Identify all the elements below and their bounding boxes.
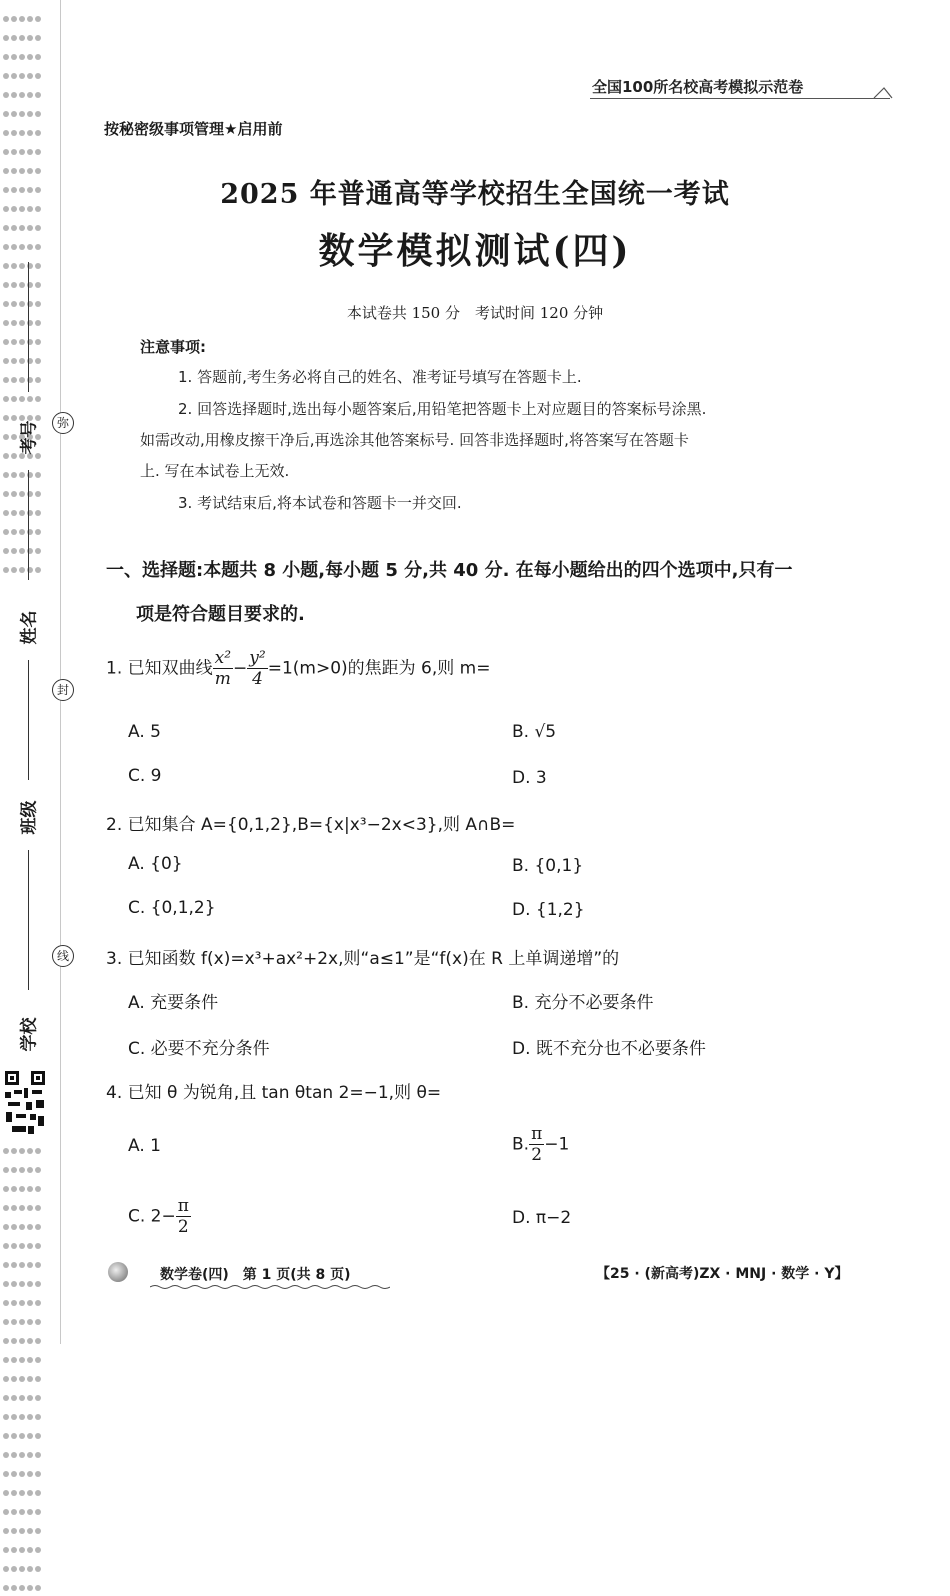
dot [27, 396, 33, 402]
dot [35, 1566, 41, 1572]
question-1-stem [106, 648, 490, 689]
qr-code-icon [4, 1070, 46, 1136]
dot [27, 1490, 33, 1496]
dot [11, 92, 17, 98]
dot [11, 1585, 17, 1591]
dot [3, 1224, 9, 1230]
seal-xian: 线 [52, 945, 74, 967]
dot [11, 1547, 17, 1553]
paper-title: 数学模拟测试(四) [318, 230, 632, 272]
footer-wave-icon [150, 1284, 390, 1290]
dot [3, 111, 9, 117]
dot [27, 1205, 33, 1211]
dot [3, 149, 9, 155]
dot [27, 1376, 33, 1382]
seal-feng: 封 [52, 679, 74, 701]
dot [11, 1490, 17, 1496]
dot [11, 1300, 17, 1306]
dot [11, 1528, 17, 1534]
q3-option-a: A. 充要条件 [128, 993, 219, 1013]
dot [27, 1186, 33, 1192]
dot [3, 1357, 9, 1363]
dot [3, 491, 9, 497]
dot [11, 35, 17, 41]
question-4-stem: 4. 已知 θ 为锐角,且 tan θtan 2=−1,则 θ= [106, 1083, 442, 1103]
dot [3, 1547, 9, 1553]
dot [3, 396, 9, 402]
q4-option-c-fraction [176, 1196, 191, 1237]
q3-option-c: C. 必要不充分条件 [128, 1039, 270, 1059]
dot [35, 529, 41, 535]
q1-frac1-den: m [214, 669, 231, 689]
dot [35, 1414, 41, 1420]
question-2-stem: 2. 已知集合 A={0,1,2},B={x|x³−2x<3},则 A∩B= [106, 815, 516, 835]
q1-option-d: D. 3 [512, 768, 547, 788]
dot [11, 1262, 17, 1268]
dot [19, 54, 25, 60]
dot [35, 1243, 41, 1249]
dot [35, 130, 41, 136]
notice-item-2-line-2: 如需改动,用橡皮擦干净后,再选涂其他答案标号. 回答非选择题时,将答案写在答题卡 [140, 431, 689, 449]
dot [27, 54, 33, 60]
dot [19, 1433, 25, 1439]
dot [27, 1300, 33, 1306]
dot [35, 1281, 41, 1287]
dot [19, 1281, 25, 1287]
dot [11, 282, 17, 288]
dot [19, 1509, 25, 1515]
dot [19, 1547, 25, 1553]
dot [11, 358, 17, 364]
dot [35, 1357, 41, 1363]
dot [11, 491, 17, 497]
q4-b-num: π [531, 1124, 543, 1144]
dot [35, 377, 41, 383]
dot [19, 339, 25, 345]
dot [19, 396, 25, 402]
dot [19, 1186, 25, 1192]
dot [3, 1243, 9, 1249]
dot [3, 358, 9, 364]
q1-suffix: =1(m>0)的焦距为 6,则 m= [267, 658, 491, 679]
dot [19, 282, 25, 288]
dot [27, 1528, 33, 1534]
q1-minus: − [233, 658, 248, 679]
dot [3, 92, 9, 98]
dot [27, 1148, 33, 1154]
dot [35, 339, 41, 345]
dot [3, 510, 9, 516]
dot [3, 1509, 9, 1515]
dot [35, 491, 41, 497]
dot [27, 73, 33, 79]
dot [3, 548, 9, 554]
dot [11, 377, 17, 383]
dot [3, 1566, 9, 1572]
q1-fraction-2 [247, 648, 267, 689]
dot [11, 1471, 17, 1477]
dot [11, 548, 17, 554]
dot [11, 1376, 17, 1382]
dot [3, 472, 9, 478]
dot [19, 358, 25, 364]
notice-item-1: 1. 答题前,考生务必将自己的姓名、准考证号填写在答题卡上. [178, 368, 582, 386]
seal-mi: 弥 [52, 412, 74, 434]
dot [19, 548, 25, 554]
dot [11, 1452, 17, 1458]
dot [19, 472, 25, 478]
dot [11, 130, 17, 136]
dot [27, 1357, 33, 1363]
dot [3, 16, 9, 22]
dot [35, 35, 41, 41]
label-kaohao: 考号 [19, 420, 40, 455]
corner-mark-icon [872, 86, 894, 100]
dot [35, 1376, 41, 1382]
secret-level: 按秘密级事项管理★启用前 [104, 120, 283, 138]
dot [11, 1566, 17, 1572]
q1-fraction-1 [213, 648, 233, 689]
dot [19, 92, 25, 98]
dot [3, 339, 9, 345]
dot [35, 548, 41, 554]
dot [11, 567, 17, 573]
notice-item-2-line-1: 2. 回答选择题时,选出每小题答案后,用铅笔把答题卡上对应题目的答案标号涂黑. [178, 400, 707, 418]
dot [11, 510, 17, 516]
dot [27, 130, 33, 136]
dot [11, 1186, 17, 1192]
dot [3, 453, 9, 459]
dot [3, 1281, 9, 1287]
dot [11, 111, 17, 117]
dot [19, 1205, 25, 1211]
dot [35, 1433, 41, 1439]
dot [27, 1262, 33, 1268]
dot [3, 1319, 9, 1325]
series-rule [590, 98, 890, 99]
dot [11, 1357, 17, 1363]
dot [19, 1414, 25, 1420]
q4-c-num: π [177, 1196, 189, 1216]
dot [11, 339, 17, 345]
dot [3, 282, 9, 288]
dot [19, 1262, 25, 1268]
q4-c-den: 2 [177, 1217, 189, 1237]
footer-code: 【25 · (新高考)ZX · MNJ · 数学 · Y】 [596, 1266, 849, 1282]
dot [19, 1585, 25, 1591]
dot [35, 1338, 41, 1344]
question-3-stem: 3. 已知函数 f(x)=x³+ax²+2x,则“a≤1”是“f(x)在 R 上单调递增”的 [106, 949, 620, 969]
dot [19, 1357, 25, 1363]
dot [35, 282, 41, 288]
dot [3, 35, 9, 41]
dot [27, 1338, 33, 1344]
dot-pattern-top [2, 8, 44, 578]
dot [35, 92, 41, 98]
dot [19, 1319, 25, 1325]
dot [11, 529, 17, 535]
dot [19, 35, 25, 41]
dot [3, 1262, 9, 1268]
dot [3, 73, 9, 79]
dot [27, 1224, 33, 1230]
dot [19, 567, 25, 573]
dot [19, 1243, 25, 1249]
dot [19, 377, 25, 383]
dot [35, 567, 41, 573]
dot [3, 1148, 9, 1154]
kaohao-rule [28, 262, 29, 392]
dot [3, 1471, 9, 1477]
dot [19, 1167, 25, 1173]
dot [19, 16, 25, 22]
dot [3, 54, 9, 60]
notice-item-2-line-3: 上. 写在本试卷上无效. [140, 462, 290, 480]
dot [19, 1338, 25, 1344]
dot [11, 1338, 17, 1344]
dot [19, 111, 25, 117]
exam-info: 本试卷共 150 分 考试时间 120 分钟 [346, 304, 604, 322]
q2-option-c: C. {0,1,2} [128, 898, 216, 918]
dot [3, 1205, 9, 1211]
q4-option-b [512, 1124, 569, 1165]
dot [3, 1433, 9, 1439]
dot [11, 73, 17, 79]
q1-option-b: B. √5 [512, 722, 557, 742]
dot [3, 1167, 9, 1173]
dot [35, 1471, 41, 1477]
section-heading-cont: 项是符合题目要求的. [136, 604, 305, 625]
xingming-rule [28, 470, 29, 580]
dot [35, 1148, 41, 1154]
dot [3, 434, 9, 440]
dot [35, 1186, 41, 1192]
dot [27, 1471, 33, 1477]
dot [27, 92, 33, 98]
footer-page-info: 数学卷(四) 第 1 页(共 8 页) [160, 1267, 351, 1283]
dot [3, 1186, 9, 1192]
dot [11, 396, 17, 402]
dot [27, 1281, 33, 1287]
dot [19, 73, 25, 79]
dot [27, 1167, 33, 1173]
dot [27, 149, 33, 155]
q3-option-d: D. 既不充分也不必要条件 [512, 1039, 706, 1059]
dot [19, 1566, 25, 1572]
q1-option-a: A. 5 [128, 722, 161, 742]
dot [35, 111, 41, 117]
dot [3, 567, 9, 573]
dot [35, 1490, 41, 1496]
q4-option-a: A. 1 [128, 1136, 161, 1156]
dot [27, 1414, 33, 1420]
dot [11, 1395, 17, 1401]
q2-option-b: B. {0,1} [512, 856, 584, 876]
q4-option-b-prefix: B. [512, 1134, 530, 1155]
dot [35, 1452, 41, 1458]
dot [3, 1395, 9, 1401]
dot [19, 510, 25, 516]
dot [3, 1585, 9, 1591]
dot [35, 358, 41, 364]
dot-pattern-bottom [2, 1140, 44, 1596]
dot [35, 1262, 41, 1268]
q1-frac2-num: y² [249, 648, 266, 668]
dot [35, 510, 41, 516]
dot [19, 1376, 25, 1382]
dot [35, 472, 41, 478]
notice-heading: 注意事项: [140, 338, 206, 356]
dot [19, 149, 25, 155]
q4-b-den: 2 [531, 1145, 543, 1165]
dot [19, 529, 25, 535]
dot [19, 1452, 25, 1458]
q4-option-b-suffix: −1 [544, 1134, 570, 1155]
dot [3, 1338, 9, 1344]
dot [27, 1433, 33, 1439]
dot [11, 1148, 17, 1154]
label-xuexiao: 学校 [19, 1017, 40, 1052]
dot [11, 472, 17, 478]
dot [35, 73, 41, 79]
dot [3, 1300, 9, 1306]
dot [19, 1471, 25, 1477]
dot [27, 1585, 33, 1591]
dot [35, 16, 41, 22]
dot [27, 1395, 33, 1401]
footer-logo-icon [108, 1262, 128, 1282]
dot [3, 1490, 9, 1496]
exam-title: 2025 年普通高等学校招生全国统一考试 [220, 179, 730, 210]
xuexiao-rule [28, 850, 29, 990]
dot [11, 1167, 17, 1173]
q4-option-d: D. π−2 [512, 1208, 572, 1228]
dot [27, 111, 33, 117]
q4-option-c-prefix: C. 2− [128, 1206, 176, 1227]
series-title: 全国100所名校高考模拟示范卷 [592, 78, 804, 96]
dot [3, 1376, 9, 1382]
dot [3, 130, 9, 136]
q1-option-c: C. 9 [128, 766, 162, 786]
dot [35, 1205, 41, 1211]
banji-rule [28, 660, 29, 780]
dot [27, 35, 33, 41]
dot [35, 1585, 41, 1591]
dot [35, 1167, 41, 1173]
dot [11, 54, 17, 60]
dot [3, 529, 9, 535]
dot [27, 1547, 33, 1553]
dot [35, 1509, 41, 1515]
q3-option-b: B. 充分不必要条件 [512, 993, 654, 1013]
dot [11, 1414, 17, 1420]
dot [35, 1224, 41, 1230]
dot [19, 1528, 25, 1534]
dot [27, 1243, 33, 1249]
dot [3, 377, 9, 383]
dot [11, 1509, 17, 1515]
dot [11, 1281, 17, 1287]
dot [11, 1433, 17, 1439]
dot [35, 1395, 41, 1401]
dot [35, 1528, 41, 1534]
q2-option-a: A. {0} [128, 854, 183, 874]
dot [35, 396, 41, 402]
section-heading: 一、选择题:本题共 8 小题,每小题 5 分,共 40 分. 在每小题给出的四个选项中,只有一 [106, 560, 793, 581]
dot [19, 491, 25, 497]
dot [3, 415, 9, 421]
dot [35, 1547, 41, 1553]
dot [3, 1452, 9, 1458]
dot [35, 149, 41, 155]
q4-option-c [128, 1196, 191, 1237]
dot [27, 1452, 33, 1458]
dot [27, 1566, 33, 1572]
q4-option-b-fraction [529, 1124, 544, 1165]
dot [19, 1300, 25, 1306]
q1-frac1-num: x² [214, 648, 232, 668]
label-banji: 班级 [19, 800, 40, 835]
notice-item-3: 3. 考试结束后,将本试卷和答题卡一并交回. [178, 494, 462, 512]
dot [11, 149, 17, 155]
dot [27, 1509, 33, 1515]
dot [19, 130, 25, 136]
dot [19, 1490, 25, 1496]
label-xingming: 姓名 [19, 610, 40, 645]
dot [3, 1414, 9, 1420]
dot [19, 1395, 25, 1401]
dot [11, 1224, 17, 1230]
dot [35, 1300, 41, 1306]
dot [35, 1319, 41, 1325]
dot [3, 1528, 9, 1534]
dot [11, 1205, 17, 1211]
dot [11, 1243, 17, 1249]
q2-option-d: D. {1,2} [512, 900, 585, 920]
dot [11, 16, 17, 22]
dot [11, 1319, 17, 1325]
dot [19, 1148, 25, 1154]
dot [35, 54, 41, 60]
dot [27, 16, 33, 22]
dot [27, 1319, 33, 1325]
dot [19, 1224, 25, 1230]
q1-frac2-den: 4 [252, 669, 263, 689]
q1-prefix: 1. 已知双曲线 [106, 658, 213, 679]
